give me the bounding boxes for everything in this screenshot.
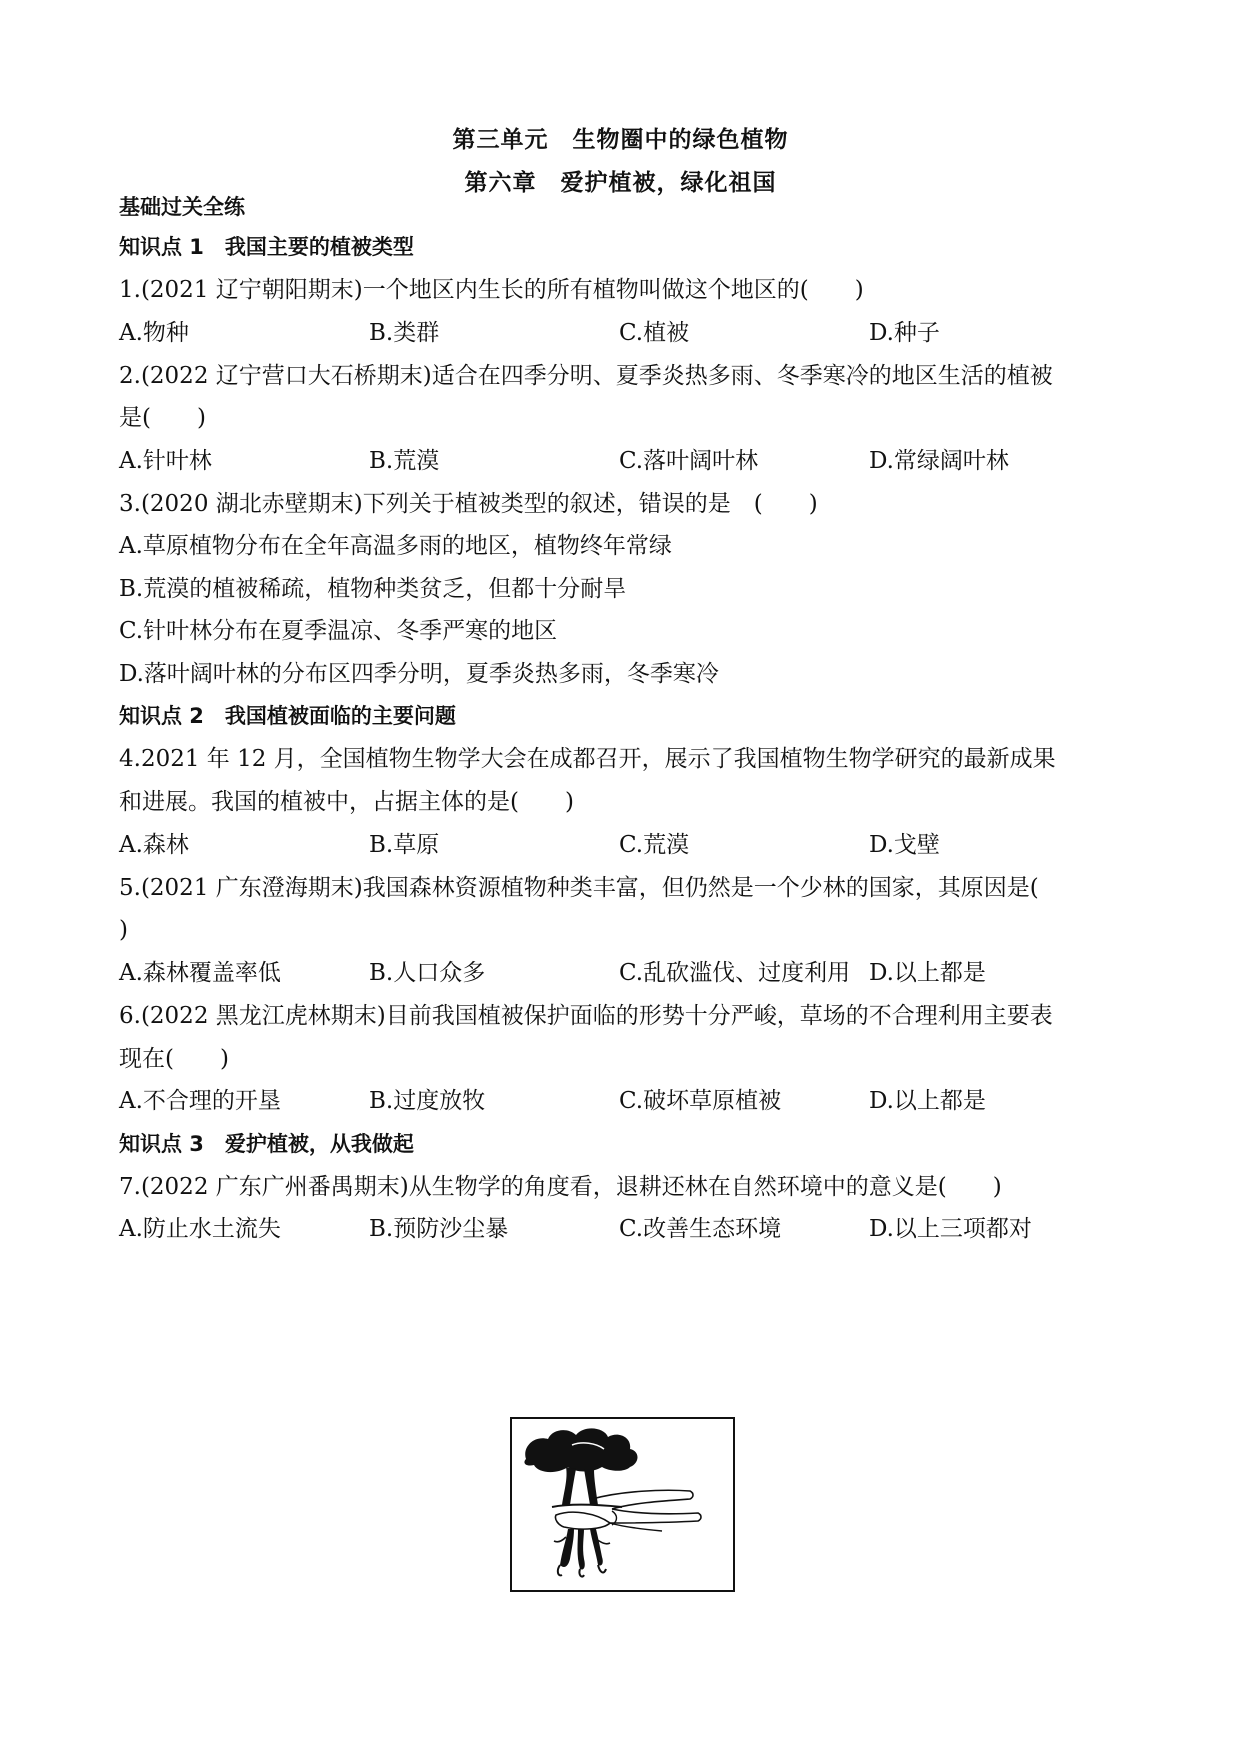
knowledge-point-heading: 知识点 2 我国植被面临的主要问题: [119, 704, 456, 728]
question-text: 6.(2022 黑龙江虎林期末)目前我国植被保护面临的形势十分严峻，草场的不合理利用主要表: [119, 1003, 1053, 1029]
option-d: D.以上三项都对: [869, 1216, 1032, 1242]
option-b: B.类群: [369, 320, 440, 346]
option-a: A.不合理的开垦: [119, 1088, 281, 1114]
question-text-cont: 是( ): [119, 405, 206, 431]
option-c: C.植被: [619, 320, 690, 346]
option-c: C.改善生态环境: [619, 1216, 782, 1242]
option-d: D.落叶阔叶林的分布区四季分明，夏季炎热多雨，冬季寒冷: [119, 661, 719, 687]
option-row: [119, 446, 1124, 476]
option-a: A.森林覆盖率低: [119, 960, 281, 986]
question-text-cont: 现在( ): [119, 1046, 229, 1072]
question-text: 7.(2022 广东广州番禺期末)从生物学的角度看，退耕还林在自然环境中的意义是( ): [119, 1174, 1002, 1200]
option-b: B.人口众多: [369, 960, 486, 986]
option-row: [119, 1214, 1124, 1244]
question-text: 5.(2021 广东澄海期末)我国森林资源植物种类丰富，但仍然是一个少林的国家，其原因是(: [119, 875, 1039, 901]
option-d: D.常绿阔叶林: [869, 448, 1009, 474]
chapter-title: 第六章 爱护植被，绿化祖国: [464, 170, 777, 196]
option-a: A.针叶林: [119, 448, 212, 474]
option-b: B.预防沙尘暴: [369, 1216, 509, 1242]
figure-frame: [510, 1417, 735, 1592]
option-d: D.种子: [869, 320, 940, 346]
option-b: B.荒漠的植被稀疏，植物种类贫乏，但都十分耐旱: [119, 576, 627, 602]
option-c: C.荒漠: [619, 832, 690, 858]
option-c: C.落叶阔叶林: [619, 448, 759, 474]
question-text: 2.(2022 辽宁营口大石桥期末)适合在四季分明、夏季炎热多雨、冬季寒冷的地区生活的植被: [119, 363, 1053, 389]
option-a: A.物种: [119, 320, 189, 346]
option-b: B.荒漠: [369, 448, 440, 474]
option-a: A.防止水土流失: [119, 1216, 281, 1242]
option-row: [119, 958, 1124, 988]
unit-title: 第三单元 生物圈中的绿色植物: [452, 127, 789, 153]
question-text: 1.(2021 辽宁朝阳期末)一个地区内生长的所有植物叫做这个地区的( ): [119, 277, 864, 303]
option-d: D.以上都是: [869, 960, 986, 986]
option-b: B.草原: [369, 832, 440, 858]
knowledge-point-heading: 知识点 1 我国主要的植被类型: [119, 235, 414, 259]
section-heading: 基础过关全练: [119, 195, 245, 219]
option-row: [119, 318, 1124, 348]
option-c: C.破坏草原植被: [619, 1088, 782, 1114]
option-d: D.以上都是: [869, 1088, 986, 1114]
question-text-cont: 和进展。我国的植被中，占据主体的是( ): [119, 789, 574, 815]
option-c: C.乱砍滥伐、过度利用: [619, 960, 851, 986]
tree-roots-hand-icon: [512, 1419, 733, 1590]
option-b: B.过度放牧: [369, 1088, 486, 1114]
option-c: C.针叶林分布在夏季温凉、冬季严寒的地区: [119, 618, 558, 644]
question-text: 4.2021 年 12 月，全国植物生物学大会在成都召开，展示了我国植物生物学研究的最新成果: [119, 746, 1056, 772]
knowledge-point-heading: 知识点 3 爱护植被，从我做起: [119, 1132, 414, 1156]
option-d: D.戈壁: [869, 832, 940, 858]
question-text-cont: ): [119, 917, 128, 943]
option-row: [119, 830, 1124, 860]
question-text: 3.(2020 湖北赤壁期末)下列关于植被类型的叙述，错误的是 ( ): [119, 491, 818, 517]
option-a: A.森林: [119, 832, 189, 858]
option-row: [119, 1086, 1124, 1116]
option-a: A.草原植物分布在全年高温多雨的地区，植物终年常绿: [119, 533, 672, 559]
